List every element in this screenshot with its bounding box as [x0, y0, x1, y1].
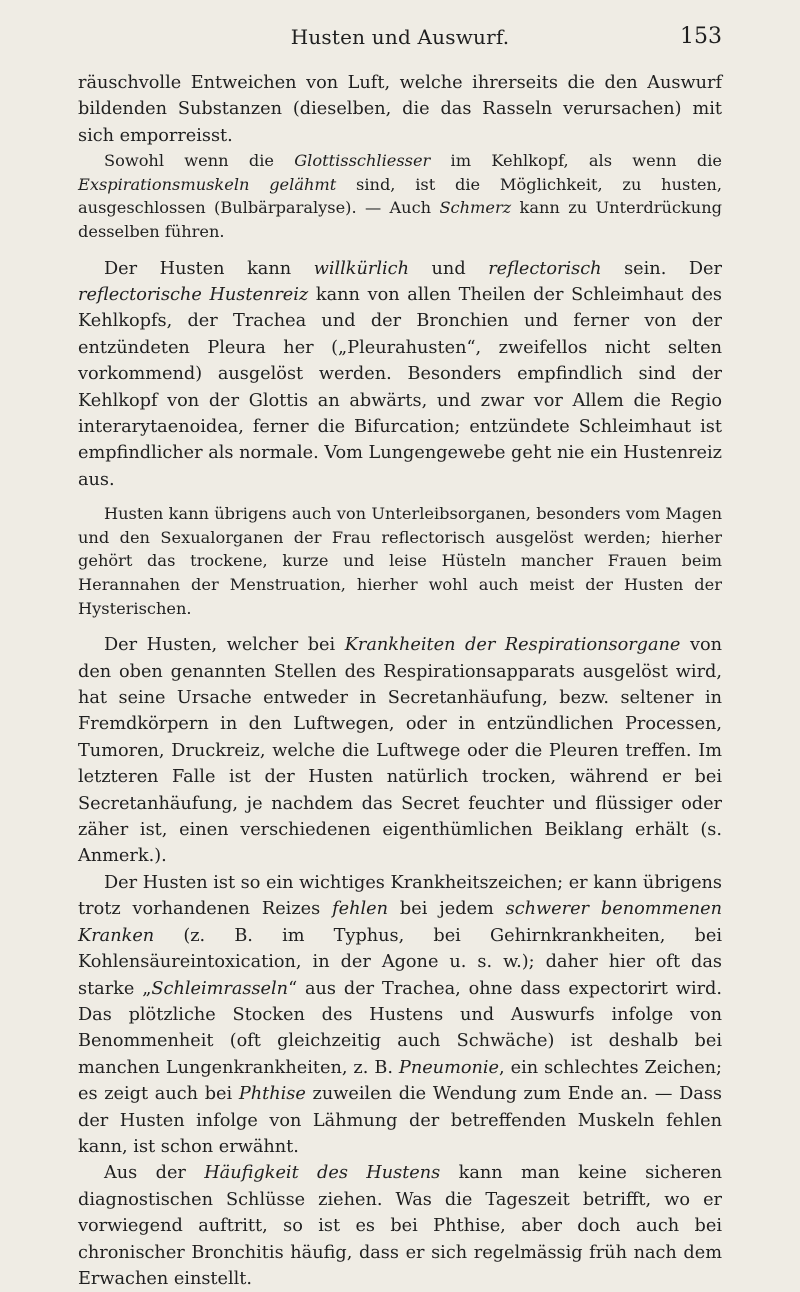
italic-text: Glottisschliesser	[294, 151, 431, 171]
paragraph	[78, 870, 722, 1160]
paragraph	[78, 256, 722, 494]
text-run: kann zu Unterdrückung desselben führen.	[78, 198, 722, 241]
text-run: “ aus der Trachea, ohne dass expectorirt wird. Das plötzliche Stocken des Hustens und Auswurfs infolge von Benommenheit (oft gleichzeitig auch Schwäche) ist deshalb bei manchen Lungenkrankheiten, z. B.	[78, 978, 722, 1078]
text-run: im Kehlkopf, als wenn die	[430, 151, 722, 171]
italic-text: Phthise	[238, 1084, 306, 1105]
text-run: sein. Der	[601, 258, 722, 279]
italic-text: Krankheiten der Respirationsorgane	[344, 635, 681, 656]
text-run: zuweilen die Wendung zum Ende an. — Dass der Husten infolge von Lähmung der betreffenden Muskeln fehlen kann, ist schon erwähnt.	[78, 1084, 722, 1157]
body-text	[78, 70, 722, 1292]
text-run: Der Husten, welcher bei	[104, 635, 345, 656]
italic-text: reflectorisch	[488, 258, 602, 279]
paragraph	[78, 1160, 722, 1292]
paragraph-spacer	[78, 620, 722, 632]
text-run: kann man keine sicheren diagnostischen Schlüsse ziehen. Was die Tageszeit betrifft, wo er vorwiegend auftritt, so ist es bei Phthise, aber doch auch bei chronischer Bronchitis häufig, dass er sich regelmässig früh nach dem Erwachen einstellt.	[78, 1163, 723, 1289]
text-run: kann von allen Theilen der Schleimhaut des Kehlkopfs, der Trachea und der Bronchien und ferner von der entzündeten Pleura her („Pleurahusten“, zweifellos nicht selten vorkommend) ausgelöst werden. Besonders empfindlich sind der Kehlkopf von der Glottis an abwärts, und zwar vor Allem die Regio interarytaenoidea, ferner die Bifurcation; entzündete Schleimhaut ist empfindlicher als normale. Vom Lungengewebe geht nie ein Hustenreiz aus.	[78, 285, 723, 490]
paragraph	[78, 149, 722, 243]
paragraph-spacer	[78, 493, 722, 502]
text-run: Husten kann übrigens auch von Unterleibsorganen, besonders vom Magen und den Sexualorganen der Frau reflectorisch ausgelöst werden; hierher gehört das trockene, kurze und leise Hüsteln mancher Frauen beim Herannahen der Menstruation, hierher wohl auch meist der Husten der Hysterischen.	[78, 504, 722, 618]
italic-text: fehlen	[332, 899, 389, 920]
italic-text: schwerer benommenen Kranken	[78, 899, 722, 946]
paragraph-spacer	[78, 244, 722, 256]
italic-text: Exspirationsmuskeln gelähmt	[78, 174, 337, 194]
text-run: von den oben genannten Stellen des Respirationsapparats ausgelöst wird, hat seine Ursache entweder in Secretanhäufung, bezw. seltener in Fremdkörpern in den Luftwegen, oder in entzündlichen Processen, Tumoren, Druckreiz, welche die Luftwege oder die Pleuren treffen. Im letzteren Falle ist der Husten natürlich trocken, während er bei Secretanhäufung, je nachdem das Secret feuchter und flüssiger oder zäher ist, einen verschiedenen eigenthümlichen Beiklang erhält (s. Anmerk.).	[78, 635, 722, 867]
text-run: räuschvolle Entweichen von Luft, welche ihrerseits die den Auswurf bildenden Substanzen (dieselben, die das Rasseln verursachen) mit sich emporreisst.	[78, 73, 722, 146]
italic-text: Schmerz	[439, 198, 512, 218]
italic-text: willkürlich	[313, 258, 409, 279]
paragraph	[78, 632, 722, 870]
italic-text: reflectorische Hustenreiz	[78, 285, 309, 305]
text-run: sind, ist die Möglichkeit, zu husten, ausgeschlossen (Bulbärparalyse). — Auch	[78, 174, 722, 218]
text-run: und	[408, 258, 489, 279]
text-run: Aus der	[104, 1163, 205, 1184]
text-run: bei jedem	[388, 899, 506, 920]
text-run: Der Husten ist so ein wichtiges Krankheitszeichen; er kann übrigens trotz vorhandenen Reizes	[78, 872, 723, 920]
italic-text: Pneumonie	[398, 1057, 500, 1078]
text-run: Sowohl wenn die	[104, 151, 295, 171]
paragraph	[78, 502, 722, 620]
running-head-title: Husten und Auswurf.	[290, 25, 510, 49]
running-head	[78, 18, 722, 56]
paragraph	[78, 70, 722, 149]
italic-text: Schleimrasseln	[151, 978, 289, 999]
text-run: , ein schlechtes Zeichen; es zeigt auch bei	[78, 1057, 723, 1105]
italic-text: Häufigkeit des Hustens	[204, 1163, 441, 1184]
page-number: 153	[680, 24, 722, 49]
text-run: Der Husten kann	[104, 258, 314, 279]
text-run: (z. B. im Typhus, bei Gehirnkrankheiten, bei Kohlensäureintoxication, in der Agone u. s. w.); daher hier oft das starke „	[78, 925, 722, 999]
